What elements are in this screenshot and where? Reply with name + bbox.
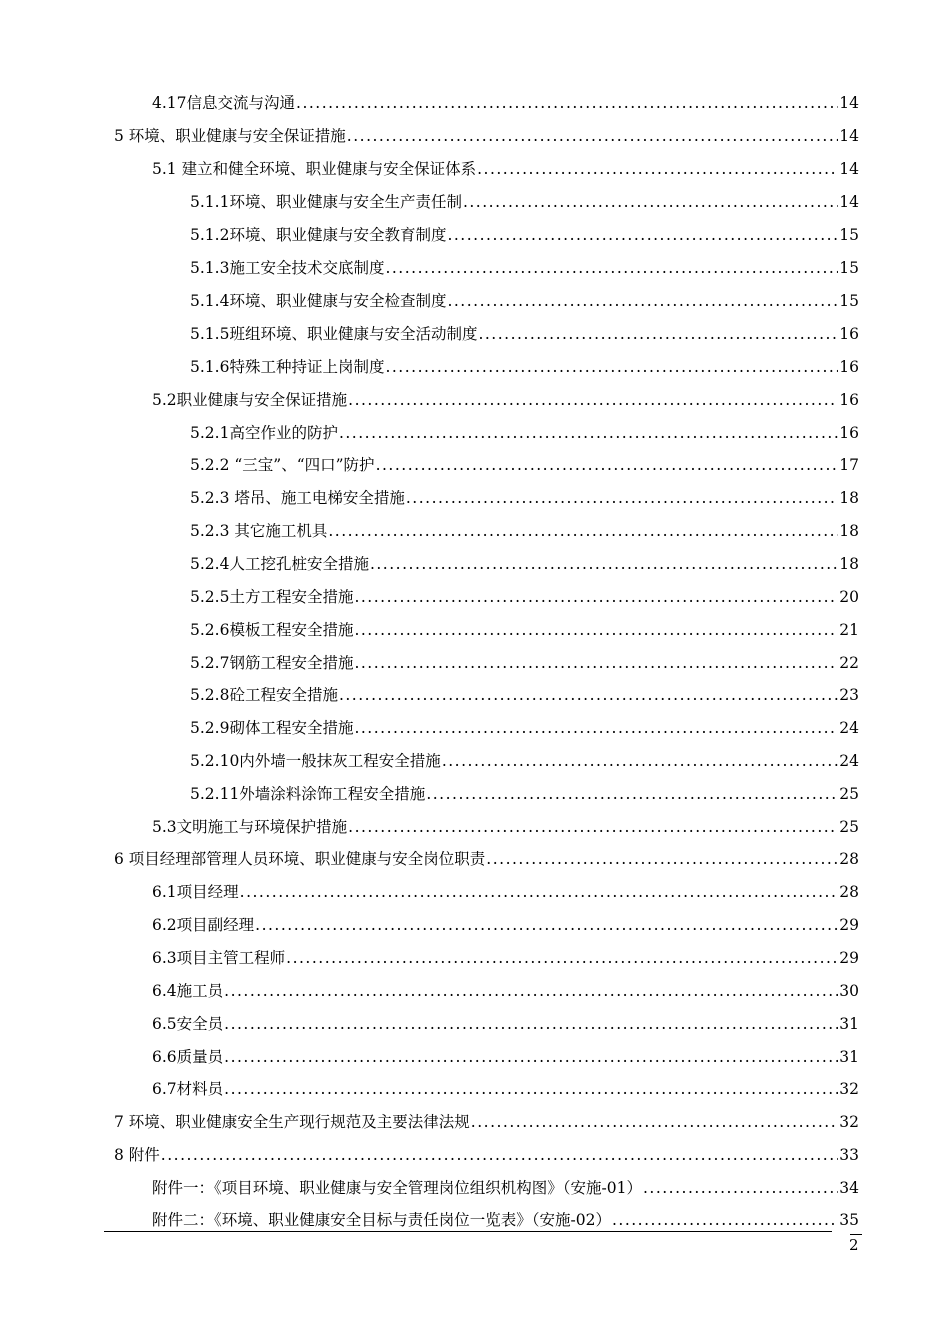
toc-entry[interactable] [152,388,859,412]
toc-entry[interactable] [190,223,859,247]
toc-entry[interactable] [190,716,859,740]
toc-leader [328,519,838,543]
toc-leader [161,1143,838,1167]
toc-entry-title: 5.2.9砌体工程安全措施 [190,719,354,737]
toc-entry[interactable] [190,355,859,379]
toc-leader [354,618,838,642]
toc-leader [612,1208,838,1232]
toc-entry-title: 5.1.3施工安全技术交底制度 [190,259,385,277]
toc-entry[interactable] [152,979,859,1003]
toc-entry-page: 16 [839,325,859,343]
toc-entry-title: 4.17信息交流与沟通 [152,94,296,112]
toc-entry-title: 5.2.4人工挖孔桩安全措施 [190,555,369,573]
toc-leader [442,749,838,773]
toc-entry-page: 32 [839,1080,859,1098]
toc-entry[interactable] [152,1176,859,1200]
toc-entry-page: 17 [839,456,859,474]
toc-leader [471,1110,838,1134]
toc-entry-title: 5 环境、职业健康与安全保证措施 [114,127,346,145]
toc-leader [406,486,838,510]
toc-entry[interactable] [190,683,859,707]
toc-leader [224,1012,838,1036]
toc-leader [385,355,838,379]
toc-leader [426,782,838,806]
toc-entry[interactable] [114,1143,859,1167]
toc-entry[interactable] [190,618,859,642]
toc-entry-page: 25 [839,818,859,836]
toc-entry[interactable] [114,124,859,148]
toc-entry-title: 5.2.1高空作业的防护 [190,424,338,442]
toc-entry-page: 15 [839,226,859,244]
toc-entry-page: 28 [839,850,859,868]
toc-entry-page: 18 [839,489,859,507]
toc-leader [385,256,838,280]
toc-entry[interactable] [190,190,859,214]
toc-leader [240,880,839,904]
toc-entry[interactable] [152,1208,859,1232]
toc-entry-page: 31 [839,1015,859,1033]
toc-entry-page: 24 [839,719,859,737]
toc-entry-title: 6.3项目主管工程师 [152,949,286,967]
toc-entry-page: 33 [839,1146,859,1164]
toc-entry[interactable] [152,880,859,904]
toc-entry-title: 5.2职业健康与安全保证措施 [152,391,348,409]
toc-entry[interactable] [190,519,859,543]
toc-entry[interactable] [152,157,859,181]
toc-entry-title: 6.5安全员 [152,1015,224,1033]
toc-entry[interactable] [190,289,859,313]
toc-leader [486,847,838,871]
toc-entry-title: 6.6质量员 [152,1048,224,1066]
toc-entry-page: 21 [839,621,859,639]
toc-entry-page: 18 [839,522,859,540]
toc-entry[interactable] [190,322,859,346]
toc-entry-title: 5.2.2 “三宝”、“四口”防护 [190,456,375,474]
toc-leader [354,585,838,609]
toc-entry-title: 8 附件 [114,1146,160,1164]
toc-entry-title: 5.2.5土方工程安全措施 [190,588,354,606]
toc-entry-title: 6.2项目副经理 [152,916,255,934]
toc-entry-page: 29 [839,949,859,967]
toc-entry-page: 22 [839,654,859,672]
toc-entry-page: 31 [839,1048,859,1066]
toc-entry-title: 7 环境、职业健康安全生产现行规范及主要法律法规 [114,1113,470,1131]
toc-entry[interactable] [152,913,859,937]
toc-entry-page: 16 [839,358,859,376]
toc-entry[interactable] [190,585,859,609]
toc-entry-page: 14 [839,94,859,112]
toc-entry-title: 附件二：《环境、职业健康安全目标与责任岗位一览表》（安施-02） [152,1211,611,1229]
toc-entry-title: 6.4施工员 [152,982,224,1000]
toc-entry-title: 5.1.5班组环境、职业健康与安全活动制度 [190,325,478,343]
toc-entry[interactable] [190,256,859,280]
toc-leader [478,322,838,346]
toc-entry-title: 5.1.4环境、职业健康与安全检查制度 [190,292,447,310]
toc-leader [255,913,838,937]
toc-entry[interactable] [190,782,859,806]
toc-entry-page: 18 [839,555,859,573]
toc-leader [348,388,838,412]
toc-leader [224,1045,838,1069]
toc-leader [643,1176,838,1200]
toc-entry[interactable] [152,91,859,115]
toc-leader [224,979,838,1003]
toc-entry-page: 23 [839,686,859,704]
toc-leader [370,552,838,576]
toc-entry-title: 6.1项目经理 [152,883,239,901]
toc-leader [296,91,838,115]
toc-entry[interactable] [152,946,859,970]
toc-entry-title: 5.2.3 其它施工机具 [190,522,328,540]
toc-entry-page: 28 [839,883,859,901]
toc-entry-page: 14 [839,160,859,178]
toc-entry-title: 5.2.6模板工程安全措施 [190,621,354,639]
toc-entry[interactable] [114,847,859,871]
toc-leader [477,157,838,181]
toc-entry[interactable] [152,1077,859,1101]
toc-leader [339,683,838,707]
toc-entry-page: 32 [839,1113,859,1131]
toc-entry-title: 6 项目经理部管理人员环境、职业健康与安全岗位职责 [114,850,486,868]
toc-entry-title: 附件一：《项目环境、职业健康与安全管理岗位组织机构图》（安施-01） [152,1179,642,1197]
toc-entry-title: 5.2.8砼工程安全措施 [190,686,338,704]
toc-entry[interactable] [190,749,859,773]
toc-entry-page: 25 [839,785,859,803]
page-number: 2 [849,1236,859,1254]
toc-entry[interactable] [152,815,859,839]
toc-entry-page: 15 [839,259,859,277]
toc-leader [354,651,838,675]
toc-entry-title: 5.3文明施工与环境保护措施 [152,818,348,836]
toc-entry-page: 20 [839,588,859,606]
toc-entry[interactable] [190,421,859,445]
toc-entry-page: 14 [839,193,859,211]
toc-entry-title: 5.2.3 塔吊、施工电梯安全措施 [190,489,405,507]
toc-leader [348,815,838,839]
toc-entry-page: 15 [839,292,859,310]
toc-leader [347,124,838,148]
toc-leader [463,190,838,214]
toc-entry-title: 5.2.10内外墙一般抹灰工程安全措施 [190,752,441,770]
toc-entry-page: 35 [839,1211,859,1229]
toc-entry-page: 29 [839,916,859,934]
toc-entry-title: 5.1.6特殊工种持证上岗制度 [190,358,385,376]
toc-entry-title: 5.2.7钢筋工程安全措施 [190,654,354,672]
toc-entry-page: 30 [839,982,859,1000]
toc-entry-page: 16 [839,391,859,409]
toc-leader [376,453,839,477]
toc-entry[interactable] [190,651,859,675]
toc-entry-page: 16 [839,424,859,442]
footer-divider [104,1231,832,1232]
toc-entry[interactable] [190,453,859,477]
toc-entry[interactable] [152,1045,859,1069]
toc-entry[interactable] [190,486,859,510]
toc-entry-title: 5.1.2环境、职业健康与安全教育制度 [190,226,447,244]
toc-entry-page: 24 [839,752,859,770]
toc-entry[interactable] [190,552,859,576]
toc-leader [447,289,838,313]
toc-entry[interactable] [114,1110,859,1134]
toc-leader [447,223,838,247]
toc-entry[interactable] [152,1012,859,1036]
toc-entry-title: 5.2.11外墙涂料涂饰工程安全措施 [190,785,426,803]
toc-leader [354,716,838,740]
toc-entry-title: 5.1.1环境、职业健康与安全生产责任制 [190,193,462,211]
toc-entry-page: 34 [839,1179,859,1197]
toc-entry-page: 14 [839,127,859,145]
toc-leader [224,1077,838,1101]
toc-leader [339,421,838,445]
toc-leader [286,946,838,970]
toc-entry-title: 5.1 建立和健全环境、职业健康与安全保证体系 [152,160,477,178]
toc-entry-title: 6.7材料员 [152,1080,224,1098]
